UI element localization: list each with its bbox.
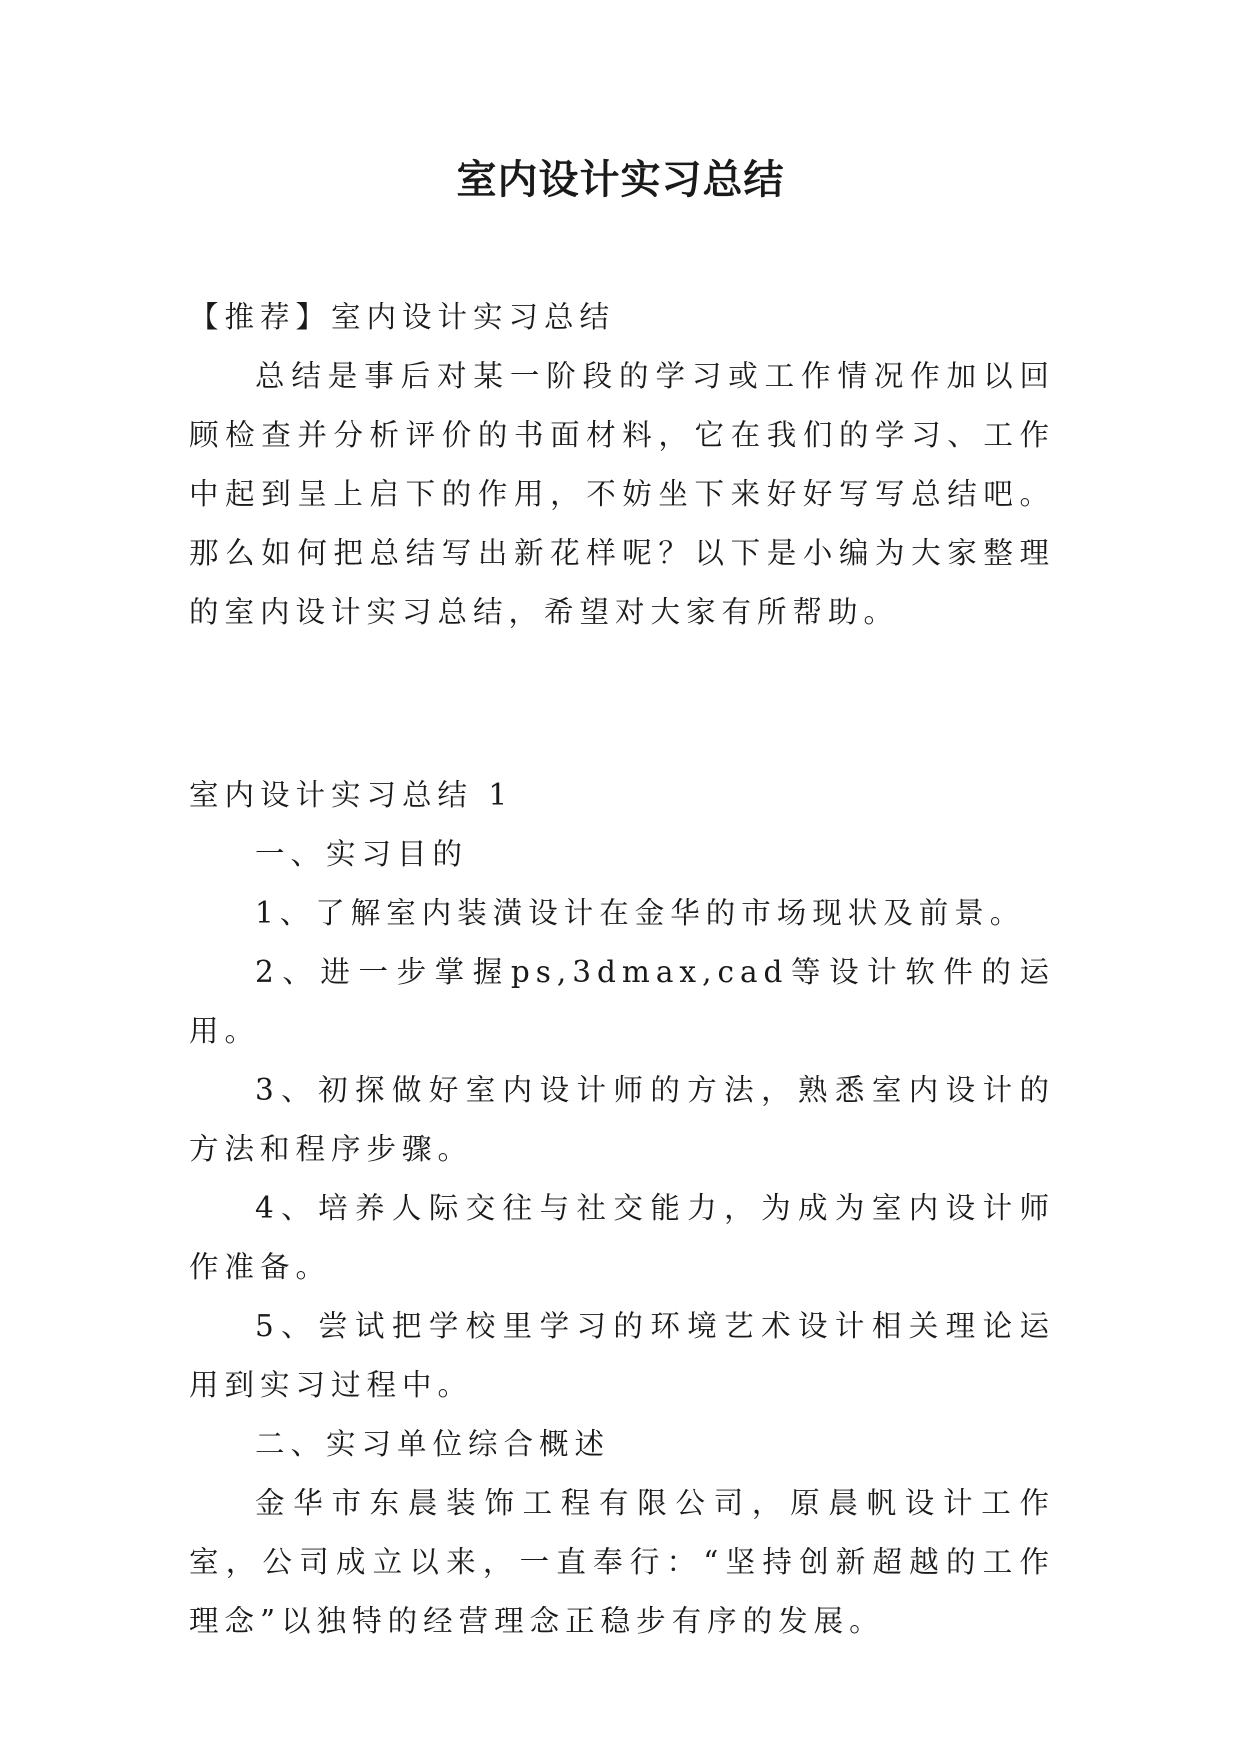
purpose-item-2: 2、进一步掌握ps,3dmax,cad等设计软件的运用。 bbox=[189, 955, 1055, 1048]
purpose-item-1: 1、了解室内装潢设计在金华的市场现状及前景。 bbox=[255, 896, 1026, 930]
section-block bbox=[189, 766, 1055, 1651]
purpose-item-4: 4、培养人际交往与社交能力，为成为室内设计师作准备。 bbox=[189, 1191, 1055, 1284]
purpose-item-3: 3、初探做好室内设计师的方法，熟悉室内设计的方法和程序步骤。 bbox=[189, 1073, 1055, 1166]
company-paragraph: 金华市东晨装饰工程有限公司，原晨帆设计工作室，公司成立以来，一直奉行：“坚持创新超越的工作理念”以独特的经营理念正稳步有序的发展。 bbox=[189, 1486, 1055, 1638]
section-subheading-company: 二、实习单位综合概述 bbox=[255, 1427, 611, 1461]
section-subheading-purpose: 一、实习目的 bbox=[255, 837, 469, 871]
purpose-item-5: 5、尝试把学校里学习的环境艺术设计相关理论运用到实习过程中。 bbox=[189, 1309, 1055, 1402]
intro-block bbox=[189, 288, 1055, 642]
intro-heading: 【推荐】室内设计实习总结 bbox=[189, 300, 616, 334]
intro-paragraph: 总结是事后对某一阶段的学习或工作情况作加以回顾检查并分析评价的书面材料，它在我们的学习、工作中起到呈上启下的作用，不妨坐下来好好写写总结吧。那么如何把总结写出新花样呢？以下是小编为大家整理的室内设计实习总结，希望对大家有所帮助。 bbox=[189, 359, 1055, 629]
document-title: 室内设计实习总结 bbox=[456, 157, 785, 203]
section-heading: 室内设计实习总结 1 bbox=[189, 778, 514, 812]
